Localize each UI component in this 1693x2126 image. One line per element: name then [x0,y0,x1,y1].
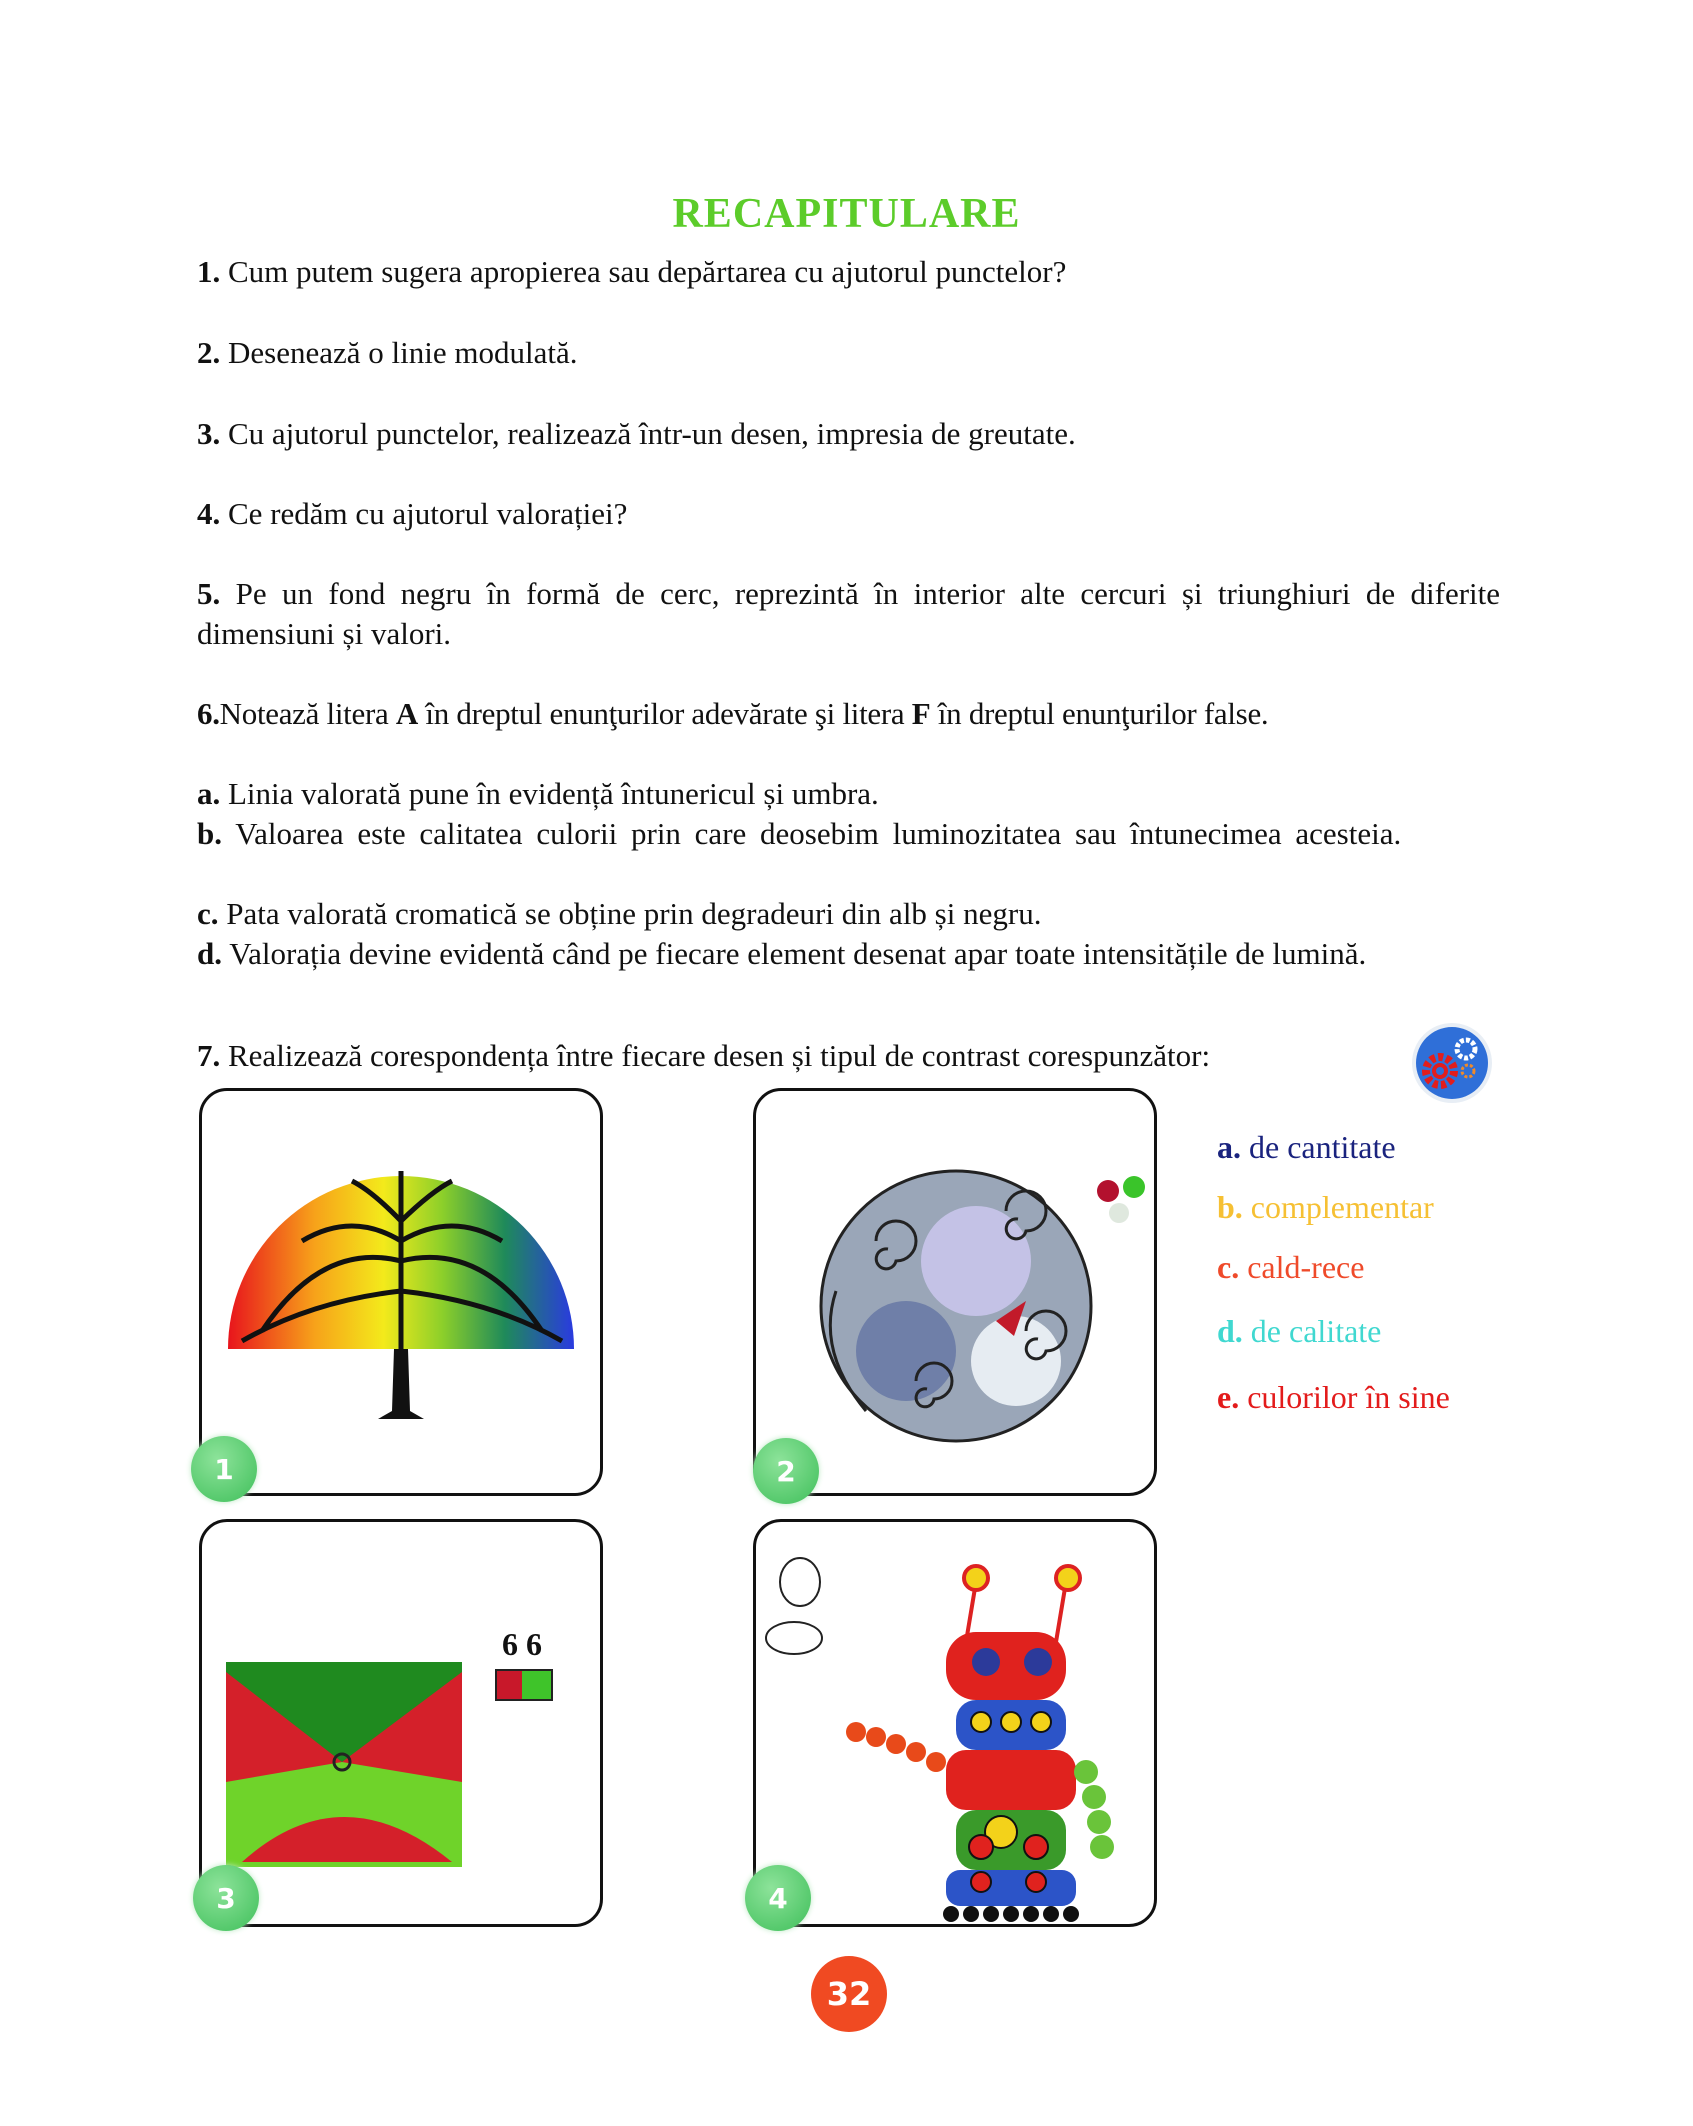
drawing-4-panel [753,1519,1157,1927]
question-2: 2. Desenează o linie modulată. [197,335,578,370]
question-7: 7. Realizează corespondența între fiecare desen și tipul de contrast corespunzător: [197,1038,1211,1073]
statement-d: d. Valorația devine evidentă când pe fiecare element desenat apar toate intensitățile de lumină. [197,936,1367,971]
statement-a: a. Linia valorată pune în evidență întunericul și umbra. [197,776,879,811]
question-6: 6.Notează litera A în dreptul enunţurilor adevărate şi litera F în dreptul enunţurilor false. [197,696,1269,731]
drawing-number-badge: 3 [193,1865,259,1931]
question-3: 3. Cu ajutorul punctelor, realizează într-un desen, impresia de greutate. [197,416,1076,451]
drawing-number-badge: 2 [753,1438,819,1504]
drawing-2-panel [753,1088,1157,1496]
statement-c: c. Pata valorată cromatică se obține prin degradeuri din alb și negru. [197,896,1042,931]
question-5: 5. Pe un fond negru în formă de cerc, reprezintă în interior alte cercuri și triunghiuri de diferite dimensiuni și valori. [197,576,1501,651]
option-a: a. de cantitate [1217,1129,1396,1165]
red-green-bow-drawing [202,1522,603,1927]
swirl-circle-drawing [756,1091,1157,1496]
drawing-number-badge: 1 [191,1436,257,1502]
robot-drawing [756,1522,1157,1927]
contrast-label: 6 6 [502,1626,542,1662]
drawing-3-panel [199,1519,603,1927]
gears-icon [1410,1021,1494,1105]
statement-b: b. Valoarea este calitatea culorii prin care deosebim luminozitatea sau întunecimea acesteia. [197,816,1402,851]
option-e: e. culorilor în sine [1217,1379,1450,1415]
page-title: RECAPITULARE [672,191,1021,237]
option-b: b. complementar [1217,1189,1434,1225]
question-4: 4. Ce redăm cu ajutorul valorației? [197,496,628,531]
drawing-1-panel [199,1088,603,1496]
rainbow-tree-drawing [202,1091,603,1496]
drawing-number-badge: 4 [745,1865,811,1931]
option-d: d. de calitate [1217,1313,1382,1349]
question-1: 1. Cum putem sugera apropierea sau depărtarea cu ajutorul punctelor? [197,254,1067,289]
option-c: c. cald-rece [1217,1249,1365,1285]
page-number: 32 [811,1956,887,2032]
